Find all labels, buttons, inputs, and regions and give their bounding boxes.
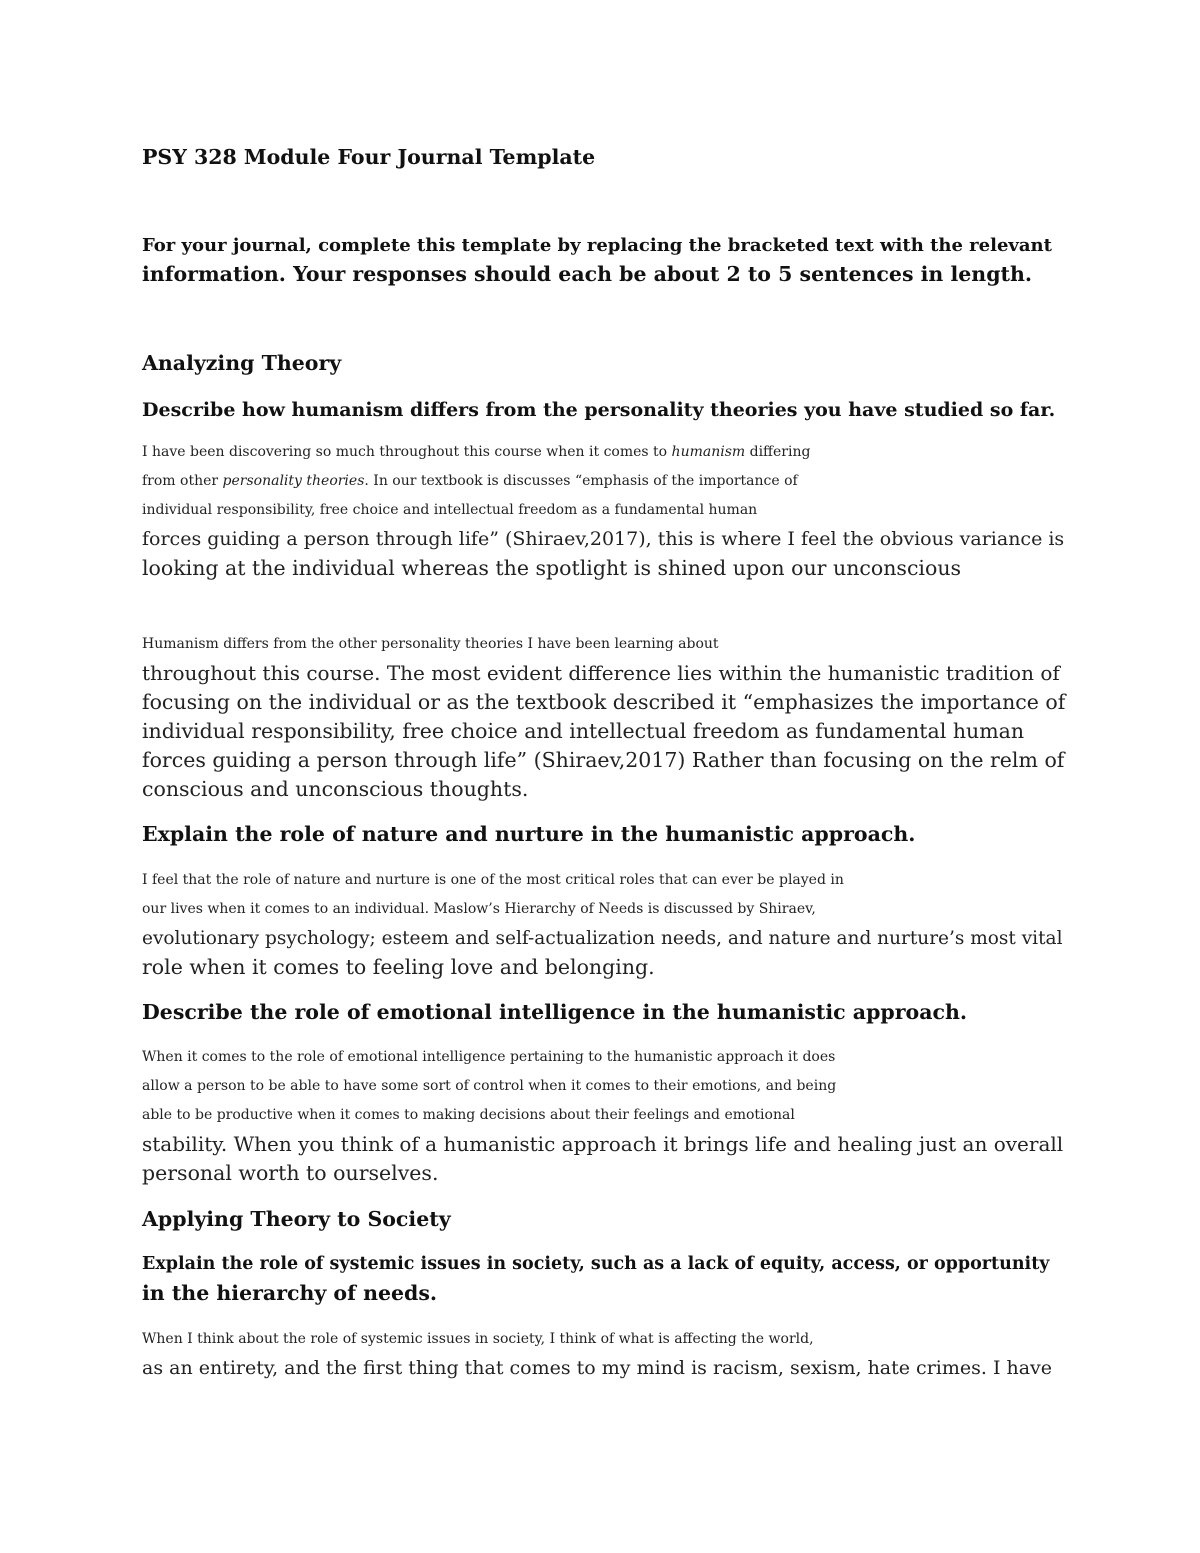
document-title: PSY 328 Module Four Journal Template — [142, 145, 596, 169]
answer-line: individual responsibility, free choice and intellectual freedom as a fundamental human — [142, 502, 758, 518]
question-1: Describe how humanism differs from the personality theories you have studied so far. — [142, 399, 1056, 421]
answer-line: as an entirety, and the first thing that comes to my mind is racism, sexism, hate crimes. I have — [142, 1357, 1053, 1379]
answer-line: focusing on the individual or as the textbook described it “emphasizes the importance of — [142, 690, 1066, 714]
question-3: Describe the role of emotional intelligence in the humanistic approach. — [142, 1000, 968, 1024]
answer-line: looking at the individual whereas the spotlight is shined upon our unconscious — [142, 556, 962, 580]
answer-line: personal worth to ourselves. — [142, 1161, 439, 1185]
emphasis-text: personality theories — [222, 473, 365, 489]
section-heading-applying-theory: Applying Theory to Society — [142, 1207, 451, 1231]
answer-line: role when it comes to feeling love and belonging. — [142, 955, 655, 979]
emphasis-text: humanism — [671, 444, 746, 460]
answer-line: allow a person to be able to have some sort of control when it comes to their emotions, and being — [142, 1078, 837, 1094]
question-line: Explain the role of systemic issues in society, such as a lack of equity, access, or opportunity — [142, 1254, 1050, 1274]
answer-1-paragraph-1 — [142, 438, 1064, 583]
answer-text: I have been discovering so much throughout this course when it comes to — [142, 444, 672, 460]
answer-1-paragraph-2 — [142, 630, 1065, 804]
answer-line: evolutionary psychology; esteem and self-actualization needs, and nature and nurture’s most vital — [142, 928, 1063, 949]
answer-line: forces guiding a person through life” (Shiraev,2017) Rather than focusing on the relm of — [142, 748, 1065, 772]
answer-3 — [142, 1043, 1063, 1188]
answer-text: differing — [745, 444, 811, 460]
question-line: in the hierarchy of needs. — [142, 1281, 438, 1305]
section-heading-analyzing-theory: Analyzing Theory — [142, 351, 342, 375]
answer-text: from other — [142, 473, 223, 489]
answer-line: stability. When you think of a humanistic approach it brings life and healing just an overall — [142, 1132, 1064, 1156]
answer-line — [142, 438, 1064, 467]
answer-line: conscious and unconscious thoughts. — [142, 777, 529, 801]
answer-line — [142, 467, 1064, 496]
question-2: Explain the role of nature and nurture in the humanistic approach. — [142, 822, 916, 846]
answer-line: When it comes to the role of emotional intelligence pertaining to the humanistic approach it does — [142, 1049, 836, 1065]
answer-line: able to be productive when it comes to making decisions about their feelings and emotional — [142, 1107, 795, 1123]
instructions-line: For your journal, complete this template by replacing the bracketed text with the relevant — [142, 235, 1052, 256]
answer-4 — [142, 1325, 1052, 1383]
instructions — [142, 231, 1052, 289]
answer-line: I feel that the role of nature and nurture is one of the most critical roles that can ever be played in — [142, 872, 844, 888]
answer-line: our lives when it comes to an individual. Maslow’s Hierarchy of Needs is discussed by Shiraev, — [142, 901, 816, 917]
answer-line: forces guiding a person through life” (Shiraev,2017), this is where I feel the obvious variance is — [142, 528, 1065, 550]
answer-line: Humanism differs from the other personality theories I have been learning about — [142, 636, 719, 652]
question-4 — [142, 1250, 1049, 1308]
answer-2 — [142, 866, 1062, 982]
answer-line: When I think about the role of systemic issues in society, I think of what is affecting the world, — [142, 1331, 814, 1347]
answer-text: . In our textbook is discusses “emphasis of the importance of — [364, 473, 798, 489]
answer-line: throughout this course. The most evident difference lies within the humanistic tradition of — [142, 661, 1060, 685]
answer-line: individual responsibility, free choice and intellectual freedom as fundamental human — [142, 719, 1025, 743]
instructions-line: information. Your responses should each be about 2 to 5 sentences in length. — [142, 262, 1033, 286]
